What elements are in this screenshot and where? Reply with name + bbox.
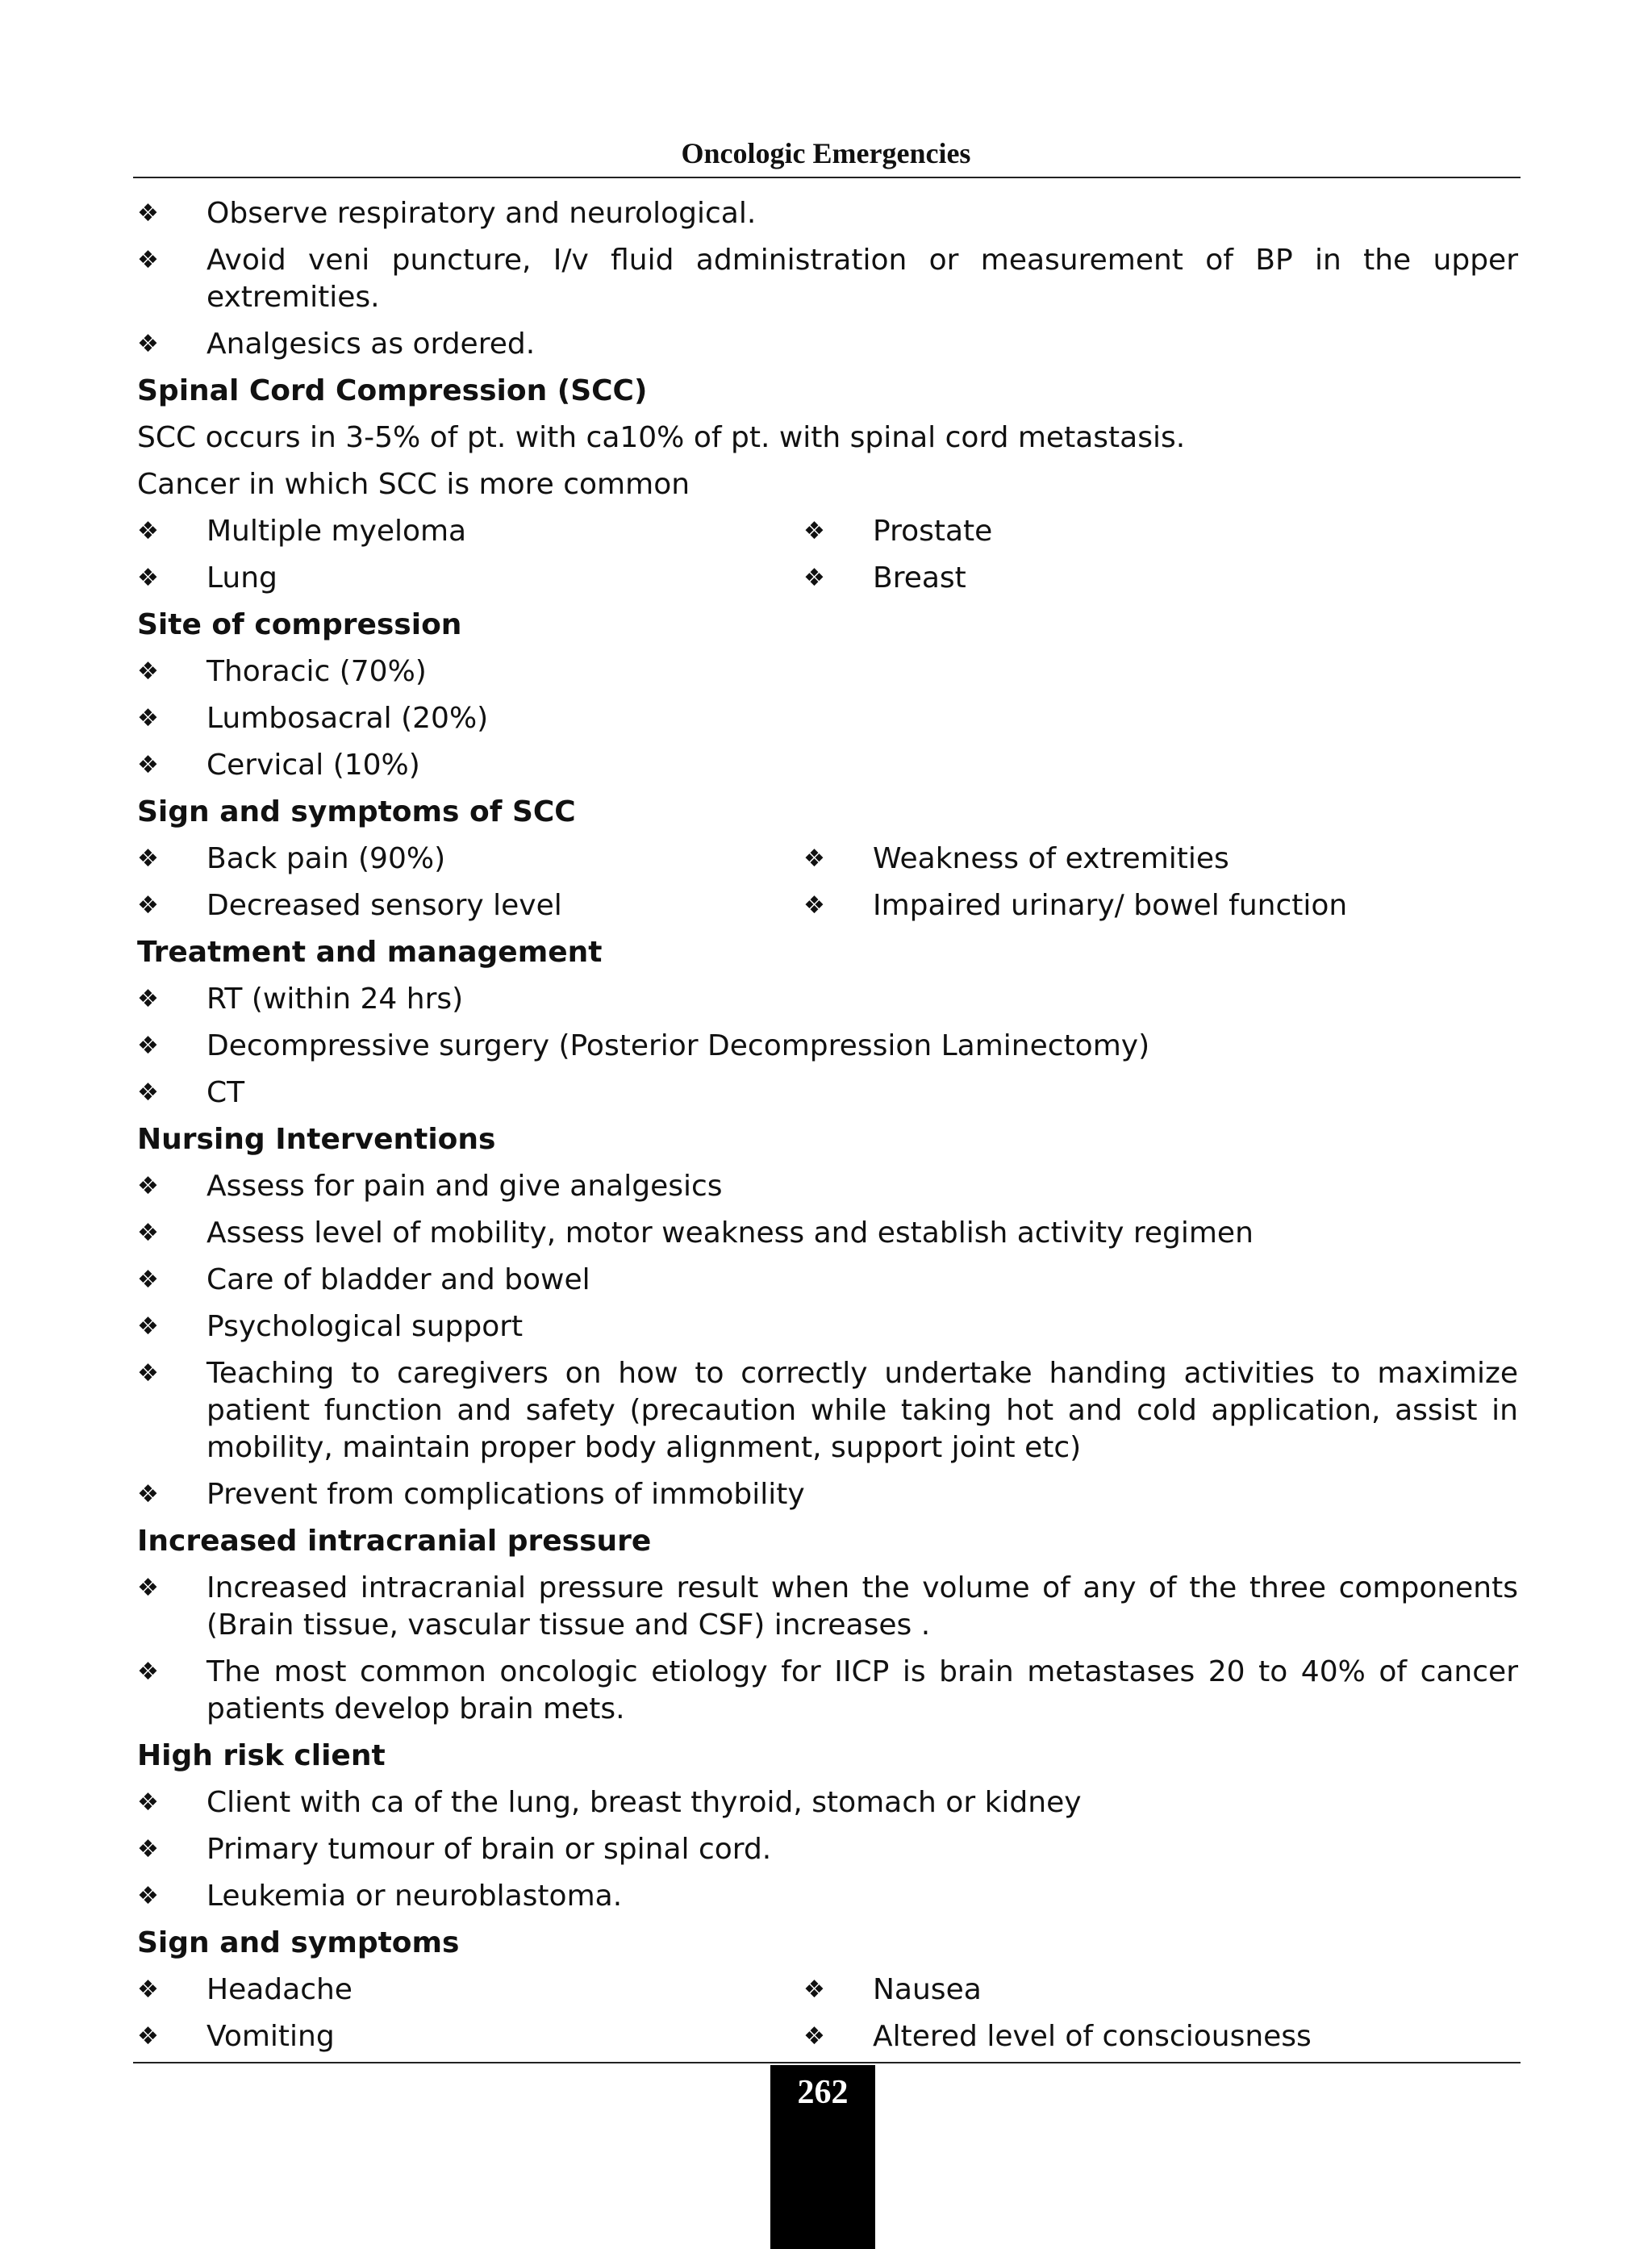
bullet-icon: ❖	[137, 1219, 159, 1247]
list-item: ❖ RT (within 24 hrs)	[137, 976, 1518, 1023]
bullet-icon: ❖	[137, 704, 159, 732]
list-item: ❖ Decompressive surgery (Posterior Decompression Laminectomy)	[137, 1023, 1518, 1070]
bullet-list-top	[137, 190, 1518, 368]
list-item: ❖ Weakness of extremities	[803, 836, 1518, 882]
running-header: Oncologic Emergencies	[681, 137, 971, 169]
bullet-icon: ❖	[137, 1312, 159, 1341]
icp-signs-list	[137, 1967, 1518, 2060]
column-left	[137, 836, 803, 929]
paragraph: Cancer in which SCC is more common	[137, 468, 690, 501]
list-item: ❖ Lung	[137, 555, 803, 602]
page-content	[137, 190, 1518, 2060]
list-item: ❖ Psychological support	[137, 1304, 1518, 1350]
bullet-icon: ❖	[137, 751, 159, 779]
column-right	[803, 836, 1518, 929]
column-right	[803, 508, 1518, 602]
bullet-icon: ❖	[137, 1976, 159, 2004]
bullet-icon: ❖	[137, 199, 159, 227]
bullet-icon: ❖	[137, 1032, 159, 1060]
list-item: ❖ Prostate	[803, 508, 1518, 555]
scc-signs-list	[137, 836, 1518, 929]
bullet-icon: ❖	[137, 657, 159, 686]
risk-list	[137, 1780, 1518, 1920]
bullet-icon: ❖	[803, 845, 825, 873]
bullet-icon: ❖	[137, 1835, 159, 1863]
bullet-icon: ❖	[137, 1079, 159, 1107]
list-item: ❖ Headache	[137, 1967, 803, 2013]
list-item: ❖ Multiple myeloma	[137, 508, 803, 555]
footer-rule	[133, 2062, 1521, 2063]
list-item: ❖ Decreased sensory level	[137, 882, 803, 929]
site-list	[137, 649, 1518, 789]
list-item: ❖ CT	[137, 1070, 1518, 1116]
bullet-icon: ❖	[803, 564, 825, 592]
section-heading-icp: Increased intracranial pressure	[137, 1525, 652, 1558]
list-item: ❖ Increased intracranial pressure result when the volume of any of the three components (Brain tissue, vascular tissue and CSF) increases .	[137, 1565, 1518, 1649]
bullet-icon: ❖	[803, 891, 825, 920]
list-item: ❖ Primary tumour of brain or spinal cord.	[137, 1826, 1518, 1873]
list-item: ❖ Back pain (90%)	[137, 836, 803, 882]
bullet-icon: ❖	[137, 1658, 159, 1686]
bullet-icon: ❖	[137, 246, 159, 274]
bullet-icon: ❖	[137, 1882, 159, 1910]
column-left	[137, 1967, 803, 2060]
treatment-list	[137, 976, 1518, 1116]
bullet-icon: ❖	[137, 1574, 159, 1602]
list-item: ❖ Assess level of mobility, motor weakness and establish activity regimen	[137, 1210, 1518, 1257]
bullet-icon: ❖	[137, 2022, 159, 2051]
list-item: ❖ Lumbosacral (20%)	[137, 695, 1518, 742]
bullet-icon: ❖	[803, 2022, 825, 2051]
bullet-icon: ❖	[137, 1788, 159, 1817]
bullet-icon: ❖	[137, 564, 159, 592]
header-rule	[133, 177, 1521, 178]
icp-list	[137, 1565, 1518, 1733]
list-item: ❖ Analgesics as ordered.	[137, 321, 1518, 368]
section-heading-scc: Spinal Cord Compression (SCC)	[137, 374, 648, 407]
list-item: ❖ Impaired urinary/ bowel function	[803, 882, 1518, 929]
list-item: ❖ Assess for pain and give analgesics	[137, 1163, 1518, 1210]
list-item: ❖ Thoracic (70%)	[137, 649, 1518, 695]
bullet-icon: ❖	[803, 1976, 825, 2004]
column-left	[137, 508, 803, 602]
bullet-icon: ❖	[803, 517, 825, 545]
section-heading-treatment: Treatment and management	[137, 936, 603, 969]
list-item: ❖ Teaching to caregivers on how to correctly undertake handing activities to maximize patient function and safety (precaution while taking hot and cold application, assist in mobility, maintain proper body alignment, support joint etc)	[137, 1350, 1518, 1471]
list-item: ❖ Altered level of consciousness	[803, 2013, 1518, 2060]
section-heading-site: Site of compression	[137, 608, 462, 641]
bullet-icon: ❖	[137, 1266, 159, 1294]
section-heading-icp-signs: Sign and symptoms	[137, 1926, 460, 1959]
list-item: ❖ Cervical (10%)	[137, 742, 1518, 789]
bullet-icon: ❖	[137, 517, 159, 545]
nursing-list	[137, 1163, 1518, 1518]
column-right	[803, 1967, 1518, 2060]
bullet-icon: ❖	[137, 985, 159, 1013]
bullet-icon: ❖	[137, 891, 159, 920]
section-heading-risk: High risk client	[137, 1739, 386, 1772]
bullet-icon: ❖	[137, 1359, 159, 1387]
paragraph: SCC occurs in 3-5% of pt. with ca10% of pt. with spinal cord metastasis.	[137, 421, 1186, 454]
section-heading-scc-signs: Sign and symptoms of SCC	[137, 795, 576, 828]
bullet-icon: ❖	[137, 1172, 159, 1200]
bullet-icon: ❖	[137, 845, 159, 873]
list-item: ❖ Avoid veni puncture, I/v fluid administration or measurement of BP in the upper extremities.	[137, 237, 1518, 321]
list-item: ❖ Client with ca of the lung, breast thyroid, stomach or kidney	[137, 1780, 1518, 1826]
list-item: ❖ Prevent from complications of immobility	[137, 1471, 1518, 1518]
list-item: ❖ Vomiting	[137, 2013, 803, 2060]
list-item: ❖ Nausea	[803, 1967, 1518, 2013]
list-item: ❖ Care of bladder and bowel	[137, 1257, 1518, 1304]
page-number: 262	[797, 2074, 849, 2111]
list-item: ❖ The most common oncologic etiology for IICP is brain metastases 20 to 40% of cancer patients develop brain mets.	[137, 1649, 1518, 1733]
list-item: ❖ Breast	[803, 555, 1518, 602]
section-heading-nursing: Nursing Interventions	[137, 1123, 496, 1156]
list-item: ❖ Observe respiratory and neurological.	[137, 190, 1518, 237]
cancer-types-list	[137, 508, 1518, 602]
bullet-icon: ❖	[137, 1480, 159, 1508]
bullet-icon: ❖	[137, 330, 159, 358]
list-item: ❖ Leukemia or neuroblastoma.	[137, 1873, 1518, 1920]
